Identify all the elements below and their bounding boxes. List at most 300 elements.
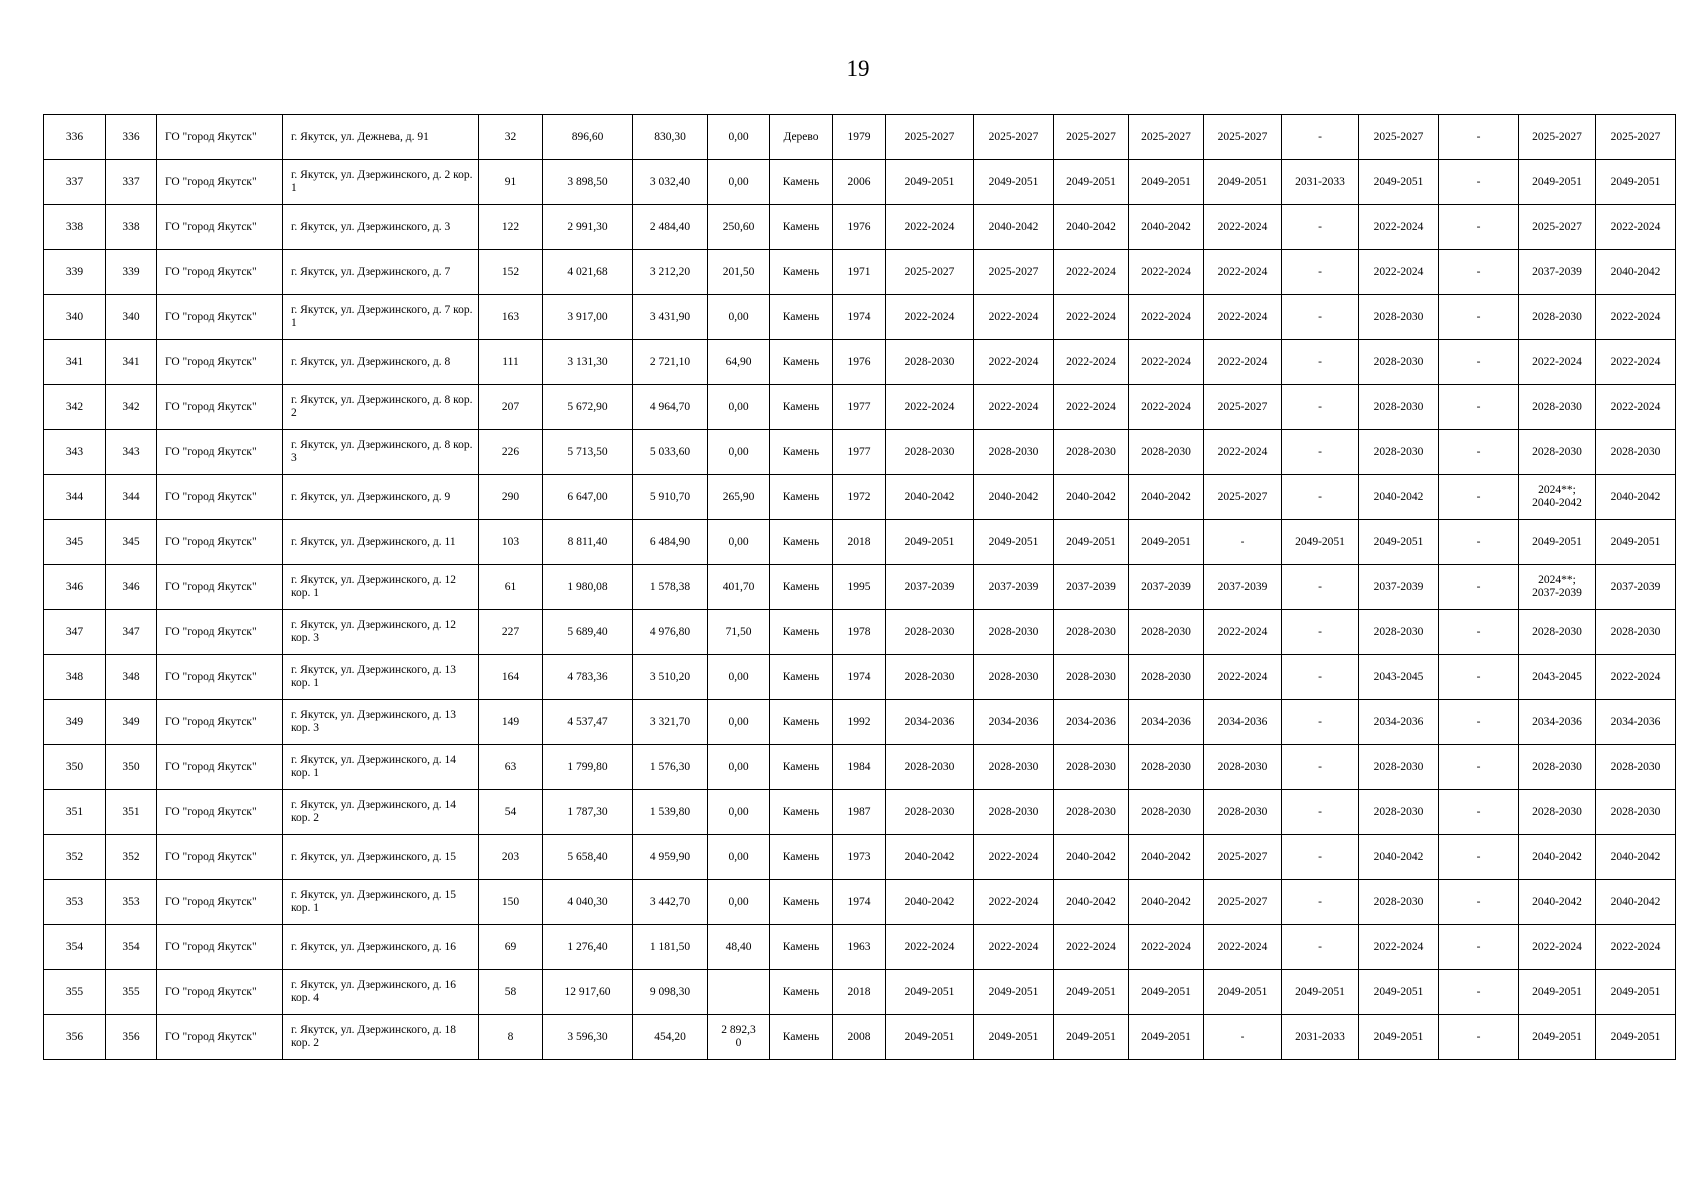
cell-period-col-14: 2040-2042: [1129, 475, 1204, 520]
cell-period-col-17: 2049-2051: [1359, 520, 1439, 565]
cell-period-col-15: -: [1204, 520, 1282, 565]
cell-address: г. Якутск, ул. Дзержинского, д. 18 кор. 2: [283, 1015, 479, 1060]
cell-build-year: 1979: [833, 115, 886, 160]
cell-residential-area: 1 578,38: [633, 565, 708, 610]
table-row: [44, 115, 1676, 160]
table-row: [44, 475, 1676, 520]
cell-period-col-14: 2040-2042: [1129, 205, 1204, 250]
cell-period-col-19: 2028-2030: [1519, 745, 1596, 790]
cell-wall-material: Камень: [770, 565, 833, 610]
cell-registry-number: 355: [106, 970, 157, 1015]
cell-period-col-12: 2028-2030: [974, 610, 1054, 655]
cell-non-residential-area: 2 892,3 0: [708, 1015, 770, 1060]
cell-row-number: 339: [44, 250, 106, 295]
cell-period-col-12: 2028-2030: [974, 790, 1054, 835]
cell-residential-area: 3 212,20: [633, 250, 708, 295]
cell-registry-number: 345: [106, 520, 157, 565]
table-row: [44, 1015, 1676, 1060]
cell-period-col-13: 2028-2030: [1054, 610, 1129, 655]
cell-period-col-15: 2028-2030: [1204, 745, 1282, 790]
cell-period-col-17: 2022-2024: [1359, 250, 1439, 295]
table-row: [44, 745, 1676, 790]
cell-municipality: ГО "город Якутск": [157, 925, 283, 970]
cell-registry-number: 342: [106, 385, 157, 430]
cell-period-col-13: 2022-2024: [1054, 340, 1129, 385]
cell-address: г. Якутск, ул. Дзержинского, д. 3: [283, 205, 479, 250]
cell-non-residential-area: 48,40: [708, 925, 770, 970]
cell-row-number: 341: [44, 340, 106, 385]
cell-total-area: 896,60: [543, 115, 633, 160]
cell-period-col-20: 2040-2042: [1596, 880, 1676, 925]
cell-period-col-12: 2025-2027: [974, 115, 1054, 160]
cell-total-area: 1 276,40: [543, 925, 633, 970]
cell-address: г. Якутск, ул. Дзержинского, д. 7 кор. 1: [283, 295, 479, 340]
cell-total-area: 3 596,30: [543, 1015, 633, 1060]
cell-municipality: ГО "город Якутск": [157, 340, 283, 385]
cell-build-year: 1984: [833, 745, 886, 790]
cell-period-col-15: -: [1204, 1015, 1282, 1060]
cell-registry-number: 341: [106, 340, 157, 385]
cell-period-col-15: 2022-2024: [1204, 250, 1282, 295]
cell-period-col-20: 2049-2051: [1596, 160, 1676, 205]
cell-period-col-18: -: [1439, 520, 1519, 565]
cell-period-col-15: 2028-2030: [1204, 790, 1282, 835]
cell-period-col-19: 2028-2030: [1519, 610, 1596, 655]
cell-period-col-11: 2040-2042: [886, 835, 974, 880]
cell-period-col-15: 2049-2051: [1204, 970, 1282, 1015]
cell-address: г. Якутск, ул. Дзержинского, д. 16: [283, 925, 479, 970]
table-row: [44, 700, 1676, 745]
cell-municipality: ГО "город Якутск": [157, 790, 283, 835]
cell-period-col-13: 2040-2042: [1054, 475, 1129, 520]
cell-period-col-16: 2049-2051: [1282, 520, 1359, 565]
cell-period-col-17: 2028-2030: [1359, 610, 1439, 655]
cell-period-col-11: 2034-2036: [886, 700, 974, 745]
cell-address: г. Якутск, ул. Дзержинского, д. 12 кор. 1: [283, 565, 479, 610]
cell-period-col-20: 2040-2042: [1596, 475, 1676, 520]
cell-non-residential-area: 0,00: [708, 115, 770, 160]
cell-wall-material: Камень: [770, 880, 833, 925]
cell-total-area: 2 991,30: [543, 205, 633, 250]
cell-total-area: 5 713,50: [543, 430, 633, 475]
cell-period-col-14: 2028-2030: [1129, 745, 1204, 790]
table-row: [44, 610, 1676, 655]
cell-registry-number: 346: [106, 565, 157, 610]
cell-wall-material: Камень: [770, 925, 833, 970]
cell-period-col-15: 2049-2051: [1204, 160, 1282, 205]
cell-non-residential-area: 0,00: [708, 160, 770, 205]
cell-row-number: 346: [44, 565, 106, 610]
cell-build-year: 1987: [833, 790, 886, 835]
cell-period-col-13: 2025-2027: [1054, 115, 1129, 160]
cell-residential-area: 830,30: [633, 115, 708, 160]
table-row: [44, 430, 1676, 475]
cell-period-col-18: -: [1439, 970, 1519, 1015]
cell-period-col-14: 2028-2030: [1129, 790, 1204, 835]
cell-non-residential-area: 0,00: [708, 835, 770, 880]
cell-period-col-13: 2049-2051: [1054, 520, 1129, 565]
cell-non-residential-area: 0,00: [708, 790, 770, 835]
cell-period-col-13: 2028-2030: [1054, 745, 1129, 790]
cell-build-year: 1977: [833, 385, 886, 430]
cell-build-year: 2018: [833, 520, 886, 565]
cell-apartments-count: 163: [479, 295, 543, 340]
cell-residential-area: 3 321,70: [633, 700, 708, 745]
cell-period-col-15: 2022-2024: [1204, 430, 1282, 475]
cell-address: г. Якутск, ул. Дзержинского, д. 9: [283, 475, 479, 520]
cell-row-number: 348: [44, 655, 106, 700]
cell-wall-material: Камень: [770, 295, 833, 340]
cell-registry-number: 343: [106, 430, 157, 475]
cell-period-col-19: 2049-2051: [1519, 520, 1596, 565]
cell-row-number: 340: [44, 295, 106, 340]
cell-period-col-15: 2025-2027: [1204, 880, 1282, 925]
table-row: [44, 385, 1676, 430]
cell-non-residential-area: 0,00: [708, 745, 770, 790]
cell-period-col-12: 2022-2024: [974, 880, 1054, 925]
cell-period-col-11: 2040-2042: [886, 880, 974, 925]
cell-address: г. Якутск, ул. Дзержинского, д. 13 кор. 3: [283, 700, 479, 745]
cell-apartments-count: 207: [479, 385, 543, 430]
cell-period-col-13: 2049-2051: [1054, 160, 1129, 205]
cell-period-col-15: 2022-2024: [1204, 340, 1282, 385]
cell-municipality: ГО "город Якутск": [157, 970, 283, 1015]
cell-period-col-17: 2037-2039: [1359, 565, 1439, 610]
cell-period-col-17: 2028-2030: [1359, 880, 1439, 925]
cell-period-col-17: 2043-2045: [1359, 655, 1439, 700]
cell-period-col-14: 2028-2030: [1129, 655, 1204, 700]
cell-period-col-16: -: [1282, 700, 1359, 745]
cell-address: г. Якутск, ул. Дзержинского, д. 14 кор. 1: [283, 745, 479, 790]
cell-period-col-12: 2037-2039: [974, 565, 1054, 610]
cell-apartments-count: 111: [479, 340, 543, 385]
cell-wall-material: Камень: [770, 250, 833, 295]
cell-period-col-14: 2022-2024: [1129, 925, 1204, 970]
cell-row-number: 343: [44, 430, 106, 475]
cell-row-number: 351: [44, 790, 106, 835]
cell-total-area: 3 898,50: [543, 160, 633, 205]
cell-row-number: 354: [44, 925, 106, 970]
cell-non-residential-area: 0,00: [708, 880, 770, 925]
cell-total-area: 12 917,60: [543, 970, 633, 1015]
cell-wall-material: Камень: [770, 340, 833, 385]
table-row: [44, 970, 1676, 1015]
cell-period-col-20: 2028-2030: [1596, 745, 1676, 790]
cell-period-col-13: 2022-2024: [1054, 385, 1129, 430]
cell-period-col-18: -: [1439, 745, 1519, 790]
cell-total-area: 4 040,30: [543, 880, 633, 925]
cell-period-col-19: 2022-2024: [1519, 340, 1596, 385]
cell-period-col-17: 2028-2030: [1359, 745, 1439, 790]
cell-period-col-18: -: [1439, 115, 1519, 160]
cell-wall-material: Камень: [770, 160, 833, 205]
cell-non-residential-area: 0,00: [708, 520, 770, 565]
cell-registry-number: 347: [106, 610, 157, 655]
cell-apartments-count: 32: [479, 115, 543, 160]
cell-non-residential-area: 0,00: [708, 655, 770, 700]
cell-apartments-count: 164: [479, 655, 543, 700]
cell-build-year: 1972: [833, 475, 886, 520]
cell-period-col-13: 2022-2024: [1054, 295, 1129, 340]
cell-build-year: 2006: [833, 160, 886, 205]
cell-total-area: 4 021,68: [543, 250, 633, 295]
cell-total-area: 4 537,47: [543, 700, 633, 745]
cell-period-col-12: 2022-2024: [974, 385, 1054, 430]
cell-apartments-count: 61: [479, 565, 543, 610]
table-row: [44, 205, 1676, 250]
cell-period-col-17: 2049-2051: [1359, 1015, 1439, 1060]
cell-municipality: ГО "город Якутск": [157, 250, 283, 295]
cell-wall-material: Камень: [770, 745, 833, 790]
cell-period-col-12: 2022-2024: [974, 925, 1054, 970]
cell-total-area: 1 787,30: [543, 790, 633, 835]
cell-build-year: 1976: [833, 340, 886, 385]
cell-period-col-20: 2025-2027: [1596, 115, 1676, 160]
cell-apartments-count: 152: [479, 250, 543, 295]
cell-period-col-14: 2037-2039: [1129, 565, 1204, 610]
cell-registry-number: 348: [106, 655, 157, 700]
cell-period-col-12: 2040-2042: [974, 205, 1054, 250]
cell-row-number: 347: [44, 610, 106, 655]
cell-period-col-11: 2028-2030: [886, 430, 974, 475]
cell-period-col-17: 2028-2030: [1359, 790, 1439, 835]
cell-period-col-14: 2025-2027: [1129, 115, 1204, 160]
cell-period-col-19: 2043-2045: [1519, 655, 1596, 700]
cell-period-col-18: -: [1439, 610, 1519, 655]
cell-period-col-12: 2022-2024: [974, 340, 1054, 385]
cell-period-col-11: 2040-2042: [886, 475, 974, 520]
cell-period-col-18: -: [1439, 160, 1519, 205]
cell-build-year: 2018: [833, 970, 886, 1015]
cell-residential-area: 4 976,80: [633, 610, 708, 655]
cell-period-col-20: 2028-2030: [1596, 430, 1676, 475]
cell-period-col-16: -: [1282, 295, 1359, 340]
cell-period-col-16: -: [1282, 205, 1359, 250]
cell-residential-area: 2 484,40: [633, 205, 708, 250]
cell-residential-area: 1 181,50: [633, 925, 708, 970]
cell-registry-number: 344: [106, 475, 157, 520]
cell-apartments-count: 203: [479, 835, 543, 880]
cell-period-col-13: 2028-2030: [1054, 790, 1129, 835]
cell-non-residential-area: 0,00: [708, 430, 770, 475]
cell-residential-area: 3 442,70: [633, 880, 708, 925]
cell-period-col-20: 2037-2039: [1596, 565, 1676, 610]
cell-period-col-17: 2049-2051: [1359, 970, 1439, 1015]
cell-period-col-17: 2022-2024: [1359, 925, 1439, 970]
cell-period-col-12: 2022-2024: [974, 835, 1054, 880]
cell-period-col-18: -: [1439, 475, 1519, 520]
cell-period-col-19: 2028-2030: [1519, 385, 1596, 430]
cell-address: г. Якутск, ул. Дзержинского, д. 8 кор. 2: [283, 385, 479, 430]
cell-period-col-15: 2025-2027: [1204, 835, 1282, 880]
cell-registry-number: 338: [106, 205, 157, 250]
cell-period-col-17: 2022-2024: [1359, 205, 1439, 250]
cell-apartments-count: 150: [479, 880, 543, 925]
cell-period-col-11: 2022-2024: [886, 295, 974, 340]
cell-period-col-16: -: [1282, 565, 1359, 610]
cell-wall-material: Камень: [770, 655, 833, 700]
cell-period-col-19: 2028-2030: [1519, 790, 1596, 835]
cell-period-col-12: 2028-2030: [974, 745, 1054, 790]
cell-wall-material: Камень: [770, 430, 833, 475]
cell-period-col-12: 2049-2051: [974, 970, 1054, 1015]
cell-period-col-19: 2037-2039: [1519, 250, 1596, 295]
cell-residential-area: 9 098,30: [633, 970, 708, 1015]
cell-address: г. Якутск, ул. Дзержинского, д. 12 кор. 3: [283, 610, 479, 655]
cell-row-number: 356: [44, 1015, 106, 1060]
cell-period-col-15: 2022-2024: [1204, 610, 1282, 655]
cell-municipality: ГО "город Якутск": [157, 205, 283, 250]
cell-residential-area: 5 910,70: [633, 475, 708, 520]
cell-period-col-14: 2022-2024: [1129, 340, 1204, 385]
cell-municipality: ГО "город Якутск": [157, 1015, 283, 1060]
cell-row-number: 345: [44, 520, 106, 565]
cell-registry-number: 340: [106, 295, 157, 340]
cell-total-area: 6 647,00: [543, 475, 633, 520]
cell-period-col-12: 2034-2036: [974, 700, 1054, 745]
cell-registry-number: 349: [106, 700, 157, 745]
cell-period-col-16: -: [1282, 745, 1359, 790]
cell-period-col-11: 2049-2051: [886, 160, 974, 205]
cell-period-col-16: -: [1282, 835, 1359, 880]
cell-total-area: 5 658,40: [543, 835, 633, 880]
cell-address: г. Якутск, ул. Дзержинского, д. 13 кор. 1: [283, 655, 479, 700]
cell-residential-area: 1 539,80: [633, 790, 708, 835]
cell-period-col-13: 2049-2051: [1054, 1015, 1129, 1060]
cell-period-col-20: 2049-2051: [1596, 970, 1676, 1015]
cell-build-year: 1976: [833, 205, 886, 250]
cell-period-col-13: 2028-2030: [1054, 655, 1129, 700]
cell-total-area: 1 980,08: [543, 565, 633, 610]
cell-period-col-17: 2028-2030: [1359, 295, 1439, 340]
cell-period-col-18: -: [1439, 655, 1519, 700]
cell-address: г. Якутск, ул. Дзержинского, д. 8 кор. 3: [283, 430, 479, 475]
cell-period-col-20: 2028-2030: [1596, 610, 1676, 655]
cell-wall-material: Камень: [770, 475, 833, 520]
cell-address: г. Якутск, ул. Дзержинского, д. 16 кор. 4: [283, 970, 479, 1015]
cell-row-number: 350: [44, 745, 106, 790]
cell-period-col-19: 2028-2030: [1519, 295, 1596, 340]
cell-address: г. Якутск, ул. Дзержинского, д. 14 кор. 2: [283, 790, 479, 835]
cell-row-number: 342: [44, 385, 106, 430]
cell-apartments-count: 122: [479, 205, 543, 250]
cell-period-col-18: -: [1439, 1015, 1519, 1060]
cell-residential-area: 6 484,90: [633, 520, 708, 565]
cell-period-col-20: 2049-2051: [1596, 1015, 1676, 1060]
cell-address: г. Якутск, ул. Дзержинского, д. 8: [283, 340, 479, 385]
cell-period-col-14: 2049-2051: [1129, 1015, 1204, 1060]
cell-non-residential-area: [708, 970, 770, 1015]
cell-municipality: ГО "город Якутск": [157, 160, 283, 205]
cell-period-col-16: -: [1282, 790, 1359, 835]
cell-period-col-16: -: [1282, 880, 1359, 925]
table-row: [44, 250, 1676, 295]
cell-municipality: ГО "город Якутск": [157, 880, 283, 925]
cell-municipality: ГО "город Якутск": [157, 835, 283, 880]
cell-wall-material: Камень: [770, 610, 833, 655]
cell-apartments-count: 103: [479, 520, 543, 565]
cell-municipality: ГО "город Якутск": [157, 700, 283, 745]
cell-period-col-19: 2024**; 2037-2039: [1519, 565, 1596, 610]
cell-non-residential-area: 64,90: [708, 340, 770, 385]
cell-address: г. Якутск, ул. Дзержинского, д. 11: [283, 520, 479, 565]
cell-period-col-14: 2028-2030: [1129, 430, 1204, 475]
cell-apartments-count: 58: [479, 970, 543, 1015]
cell-period-col-15: 2025-2027: [1204, 385, 1282, 430]
cell-period-col-13: 2034-2036: [1054, 700, 1129, 745]
cell-period-col-12: 2022-2024: [974, 295, 1054, 340]
cell-period-col-11: 2037-2039: [886, 565, 974, 610]
cell-period-col-18: -: [1439, 880, 1519, 925]
cell-period-col-18: -: [1439, 790, 1519, 835]
cell-municipality: ГО "город Якутск": [157, 295, 283, 340]
cell-build-year: 1992: [833, 700, 886, 745]
table-row: [44, 925, 1676, 970]
cell-period-col-12: 2049-2051: [974, 160, 1054, 205]
cell-total-area: 3 131,30: [543, 340, 633, 385]
cell-wall-material: Камень: [770, 385, 833, 430]
table-row: [44, 160, 1676, 205]
cell-period-col-20: 2022-2024: [1596, 385, 1676, 430]
cell-non-residential-area: 265,90: [708, 475, 770, 520]
cell-period-col-18: -: [1439, 700, 1519, 745]
cell-apartments-count: 8: [479, 1015, 543, 1060]
cell-period-col-19: 2024**; 2040-2042: [1519, 475, 1596, 520]
cell-municipality: ГО "город Якутск": [157, 430, 283, 475]
cell-municipality: ГО "город Якутск": [157, 475, 283, 520]
table-row: [44, 565, 1676, 610]
cell-period-col-14: 2022-2024: [1129, 385, 1204, 430]
cell-period-col-18: -: [1439, 925, 1519, 970]
cell-period-col-18: -: [1439, 205, 1519, 250]
cell-period-col-17: 2028-2030: [1359, 430, 1439, 475]
cell-residential-area: 3 510,20: [633, 655, 708, 700]
cell-period-col-11: 2049-2051: [886, 970, 974, 1015]
cell-period-col-14: 2049-2051: [1129, 970, 1204, 1015]
cell-period-col-13: 2040-2042: [1054, 205, 1129, 250]
cell-period-col-16: -: [1282, 385, 1359, 430]
cell-period-col-14: 2028-2030: [1129, 610, 1204, 655]
cell-address: г. Якутск, ул. Дзержинского, д. 15: [283, 835, 479, 880]
cell-period-col-15: 2022-2024: [1204, 205, 1282, 250]
cell-period-col-13: 2028-2030: [1054, 430, 1129, 475]
cell-address: г. Якутск, ул. Дежнева, д. 91: [283, 115, 479, 160]
cell-period-col-19: 2049-2051: [1519, 970, 1596, 1015]
cell-non-residential-area: 0,00: [708, 700, 770, 745]
cell-period-col-19: 2028-2030: [1519, 430, 1596, 475]
cell-period-col-11: 2022-2024: [886, 925, 974, 970]
cell-registry-number: 356: [106, 1015, 157, 1060]
cell-period-col-11: 2028-2030: [886, 340, 974, 385]
cell-total-area: 5 689,40: [543, 610, 633, 655]
cell-period-col-16: -: [1282, 115, 1359, 160]
cell-period-col-14: 2022-2024: [1129, 250, 1204, 295]
cell-residential-area: 5 033,60: [633, 430, 708, 475]
cell-period-col-12: 2040-2042: [974, 475, 1054, 520]
cell-residential-area: 3 032,40: [633, 160, 708, 205]
cell-wall-material: Камень: [770, 835, 833, 880]
table-row: [44, 655, 1676, 700]
cell-build-year: 1971: [833, 250, 886, 295]
cell-build-year: 1995: [833, 565, 886, 610]
cell-period-col-16: -: [1282, 475, 1359, 520]
cell-apartments-count: 149: [479, 700, 543, 745]
cell-period-col-15: 2025-2027: [1204, 475, 1282, 520]
cell-wall-material: Дерево: [770, 115, 833, 160]
cell-total-area: 1 799,80: [543, 745, 633, 790]
cell-period-col-16: 2049-2051: [1282, 970, 1359, 1015]
cell-period-col-17: 2040-2042: [1359, 835, 1439, 880]
